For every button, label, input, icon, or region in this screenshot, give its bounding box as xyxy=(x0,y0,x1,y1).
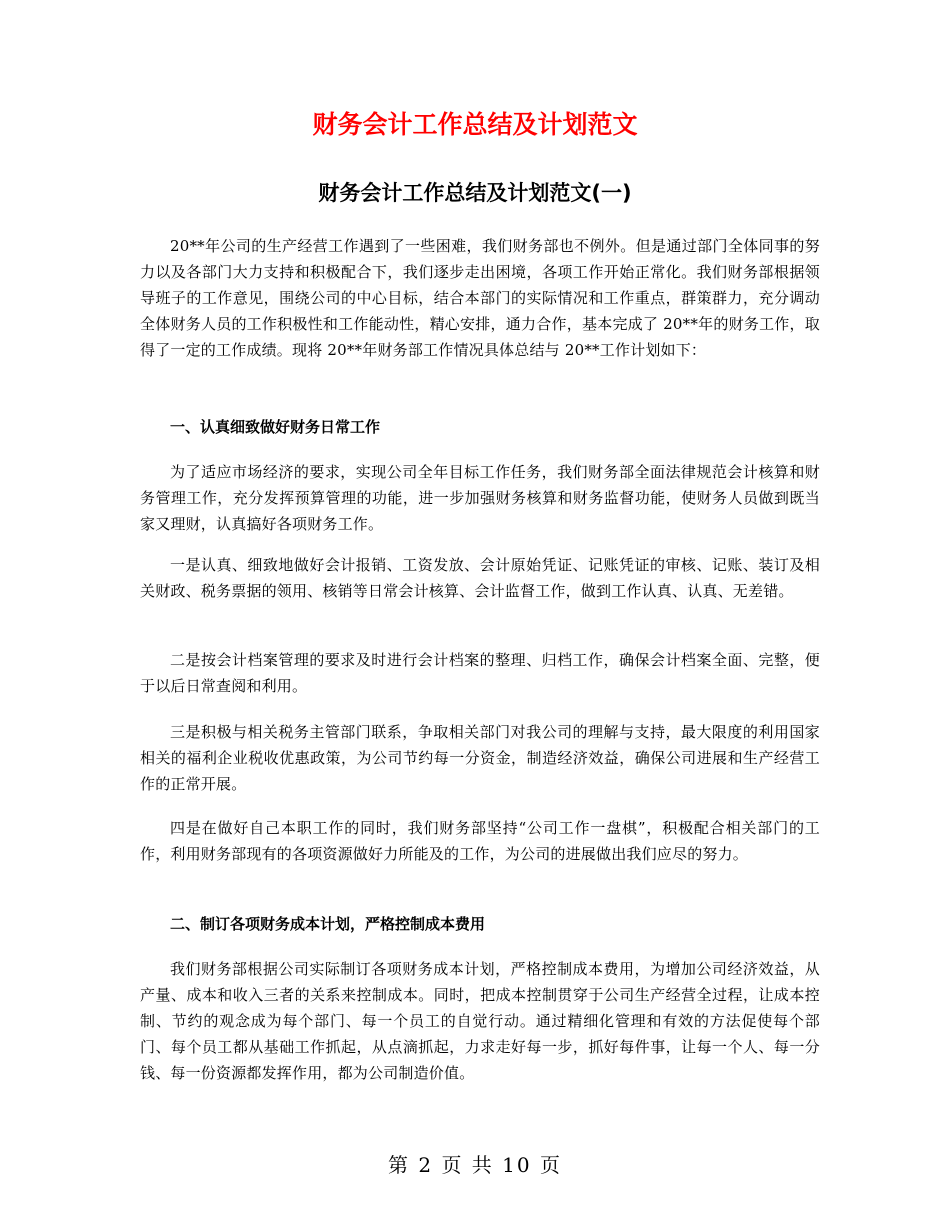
page-number: 第 2 页 共 10 页 xyxy=(388,1153,562,1177)
section1-paragraph-3: 二是按会计档案管理的要求及时进行会计档案的整理、归档工作，确保会计档案全面、完整，便于以后日常查阅和利用。 xyxy=(140,651,820,695)
section1-paragraph-5: 四是在做好自己本职工作的同时，我们财务部坚持“公司工作一盘棋”，积极配合相关部门的工作，利用财务部现有的各项资源做好力所能及的工作，为公司的进展做出我们应尽的努力。 xyxy=(140,819,820,863)
document-subtitle: 财务会计工作总结及计划范文(一) xyxy=(318,181,632,205)
section1-paragraph-2: 一是认真、细致地做好会计报销、工资发放、会计原始凭证、记账凭证的审核、记账、装订及相关财政、税务票据的领用、核销等日常会计核算、会计监督工作，做到工作认真、认真、无差错。 xyxy=(140,556,820,600)
section-heading-2: 二、制订各项财务成本计划，严格控制成本费用 xyxy=(170,915,486,933)
section1-paragraph-1: 为了适应市场经济的要求，实现公司全年目标工作任务，我们财务部全面法律规范会计核算和财务管理工作，充分发挥预算管理的功能，进一步加强财务核算和财务监督功能，使财务人员做到既当家又理财，认真搞好各项财务工作。 xyxy=(140,463,820,533)
intro-paragraph: 20**年公司的生产经营工作遇到了一些困难，我们财务部也不例外。但是通过部门全体同事的努力以及各部门大力支持和积极配合下，我们逐步走出困境，各项工作开始正常化。我们财务部根据领导班子的工作意见，围绕公司的中心目标，结合本部门的实际情况和工作重点，群策群力，充分调动全体财务人员的工作积极性和工作能动性，精心安排，通力合作，基本完成了 20**年的财务工作，取得了一定的工作成绩。现将 20**年财务部工作情况具体总结与 20**工作计划如下： xyxy=(140,237,820,359)
section2-paragraph-1: 我们财务部根据公司实际制订各项财务成本计划，严格控制成本费用，为增加公司经济效益，从产量、成本和收入三者的关系来控制成本。同时，把成本控制贯穿于公司生产经营全过程，让成本控制、节约的观念成为每个部门、每一个员工的自觉行动。通过精细化管理和有效的方法促使每个部门、每个员工都从基础工作抓起，从点滴抓起，力求走好每一步，抓好每件事，让每一个人、每一分钱、每一份资源都发挥作用，都为公司制造价值。 xyxy=(140,960,820,1082)
document-title: 财务会计工作总结及计划范文 xyxy=(312,110,638,139)
section1-paragraph-4: 三是积极与相关税务主管部门联系，争取相关部门对我公司的理解与支持，最大限度的利用国家相关的福利企业税收优惠政策，为公司节约每一分资金，制造经济效益，确保公司进展和生产经营工作的正常开展。 xyxy=(140,723,820,793)
section-heading-1: 一、认真细致做好财务日常工作 xyxy=(170,418,381,436)
